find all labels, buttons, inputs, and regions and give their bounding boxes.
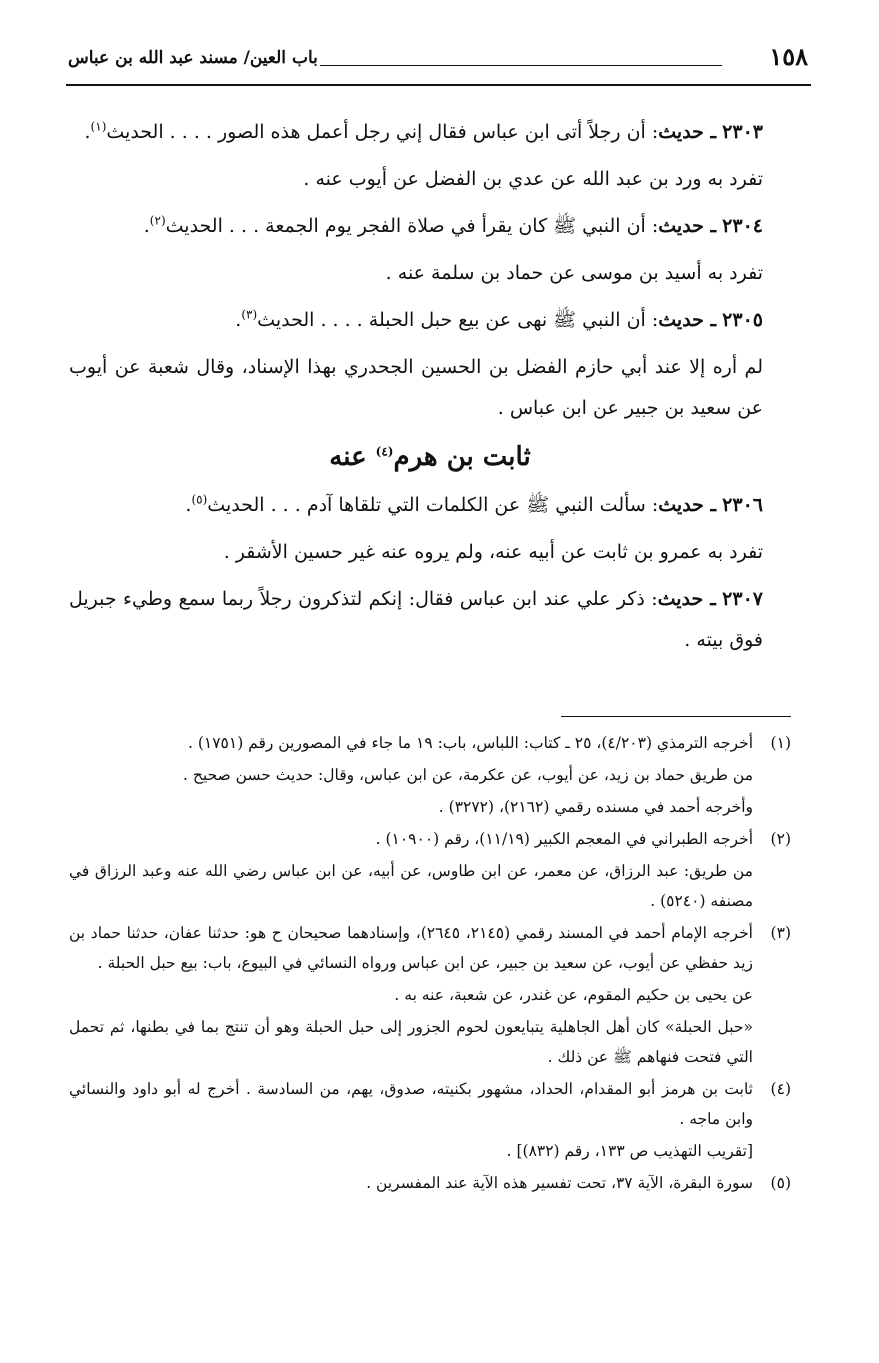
hadith-number: ٢٣٠٤ [722,215,763,237]
hadith-label: ـ حديث [658,121,717,143]
hadith-number: ٢٣٠٣ [722,121,763,143]
hadith-comment: تفرد به أسيد بن موسى عن حماد بن سلمة عنه . [385,262,763,284]
footnote-line: عن يحيى بن حكيم المقوم، عن غندر، عن شعبة، عنه به . [394,986,753,1004]
header-rule [66,84,811,86]
header-dash-line [320,65,722,66]
footnote-line: أخرجه الترمذي (٤/٢٠٣)، ٢٥ ـ كتاب: اللباس، باب: ١٩ ما جاء في المصورين رقم (١٧٥١) . [187,734,753,752]
footnote-line: أخرجه الإمام أحمد في المسند رقمي (٢١٤٥، ٢٦٤٥)، وإسنادهما صحيحان ح هو: حدثنا عفان، حدثنا حماد بن زيد حفظي عن أيوب، عن سعيد بن جبير، عن ابن عباس ورواه النسائي في البيوع، باب: بيع حبل الحبلة . [69,924,753,972]
main-text [69,112,791,667]
hadith-label: ـ حديث [658,215,717,237]
hadith-comment: تفرد به عمرو بن ثابت عن أبيه عنه، ولم يروه عنه غير حسين الأشقر . [223,541,763,563]
footnote-line: [تقريب التهذيب ص ١٣٣، رقم (٨٣٢)] . [506,1142,753,1160]
hadith-label: ـ حديث [657,588,716,610]
hadith-comment: لم أره إلا عند أبي حازم الفضل بن الحسين الجحدري بهذا الإسناد، وقال شعبة عن أيوب عن سعيد بن جبير عن ابن عباس . [69,356,763,419]
hadith-entry: ٢٣٠٤ ـ حديث: أن النبي ﷺ كان يقرأ في صلاة الفجر يوم الجمعة . . . الحديث$^{(٢)}$. [143,213,763,237]
hadith-text: : أن النبي ﷺ كان يقرأ في صلاة الفجر يوم الجمعة . . . الحديث [165,215,659,237]
section-heading: ثابت بن هرم$^{(٤)}$ عنه [329,442,531,472]
hadith-number: ٢٣٠٦ [722,494,763,516]
footnote-ref: (٢) [149,213,166,228]
page-number: ١٥٨ [769,42,808,71]
page-header [68,38,808,78]
hadith-number: ٢٣٠٧ [722,588,763,610]
footnote [69,1168,791,1198]
footnote [69,728,791,822]
hadith-comment: تفرد به ورد بن عبد الله عن عدي بن الفضل عن أيوب عنه . [303,168,763,190]
footnote-line: ثابت بن هرمز أبو المقدام، الحداد، مشهور بكنيته، صدوق، يهم، من السادسة . أخرج له أبو داود والنسائي وابن ماجه . [69,1080,753,1128]
footnote-ref: (٣) [241,307,258,322]
footnote-line: من طريق حماد بن زيد، عن أيوب، عن عكرمة، عن ابن عباس، وقال: حديث حسن صحيح . [183,766,753,784]
footnote [69,1074,791,1166]
footnotes [69,728,791,1200]
footnote-number: (٢) [770,830,791,848]
footnote-number: (٤) [770,1080,791,1098]
footnote-ref: (٤) [375,444,394,459]
hadith-entry: ٢٣٠٦ ـ حديث: سألت النبي ﷺ عن الكلمات التي تلقاها آدم . . . الحديث$^{(٥)}$. [185,492,763,516]
footnote-number: (٥) [770,1174,791,1192]
hadith-entry [69,579,791,661]
hadith-text: : سألت النبي ﷺ عن الكلمات التي تلقاها آدم . . . الحديث [207,494,659,516]
footnote-ref: (٥) [191,492,208,507]
footnote-number: (١) [770,734,791,752]
footnote-line: أخرجه الطبراني في المعجم الكبير (١١/١٩)، رقم (١٠٩٠٠) . [375,830,753,848]
hadith-number: ٢٣٠٥ [722,309,763,331]
hadith-entry: ٢٣٠٥ ـ حديث: أن النبي ﷺ نهى عن بيع حبل الحبلة . . . . الحديث$^{(٣)}$. [235,307,763,331]
footnote-line: «حبل الحبلة» كان أهل الجاهلية يتبايعون لحوم الجزور إلى حبل الحبلة وهو أن تنتج بما في بطنها، ثم تحمل التي فتحت فنهاهم ﷺ عن ذلك . [69,1018,753,1066]
footnote-line: سورة البقرة، الآية ٣٧، تحت تفسير هذه الآية عند المفسرين . [366,1174,753,1192]
footnote-separator [561,716,791,717]
footnote [69,824,791,916]
hadith-label: ـ حديث [658,494,717,516]
hadith-text: : أن رجلاً أتى ابن عباس فقال إني رجل أعمل هذه الصور . . . . الحديث [106,121,659,143]
footnote-line: وأخرجه أحمد في مسنده رقمي (٢١٦٢)، (٣٢٧٢) . [438,798,753,816]
hadith-entry: ٢٣٠٣ ـ حديث: أن رجلاً أتى ابن عباس فقال إني رجل أعمل هذه الصور . . . . الحديث$^{(١)}$. [84,119,763,143]
footnote-number: (٣) [770,924,791,942]
running-title: باب العين/ مسند عبد الله بن عباس [68,48,318,68]
hadith-text: : أن النبي ﷺ نهى عن بيع حبل الحبلة . . . . الحديث [257,309,659,331]
footnote-ref: (١) [90,119,107,134]
hadith-text: : ذكر علي عند ابن عباس فقال: إنكم لتذكرون رجلاً ربما سمع وطيء جبريل فوق بيته . [69,588,763,651]
footnote-line: من طريق: عبد الرزاق، عن معمر، عن ابن طاوس، عن أبيه، عن ابن عباس رضي الله عنه وعبد الرزاق في مصنفه (٥٢٤٠) . [69,862,753,910]
hadith-label: ـ حديث [658,309,717,331]
footnote [69,918,791,1072]
